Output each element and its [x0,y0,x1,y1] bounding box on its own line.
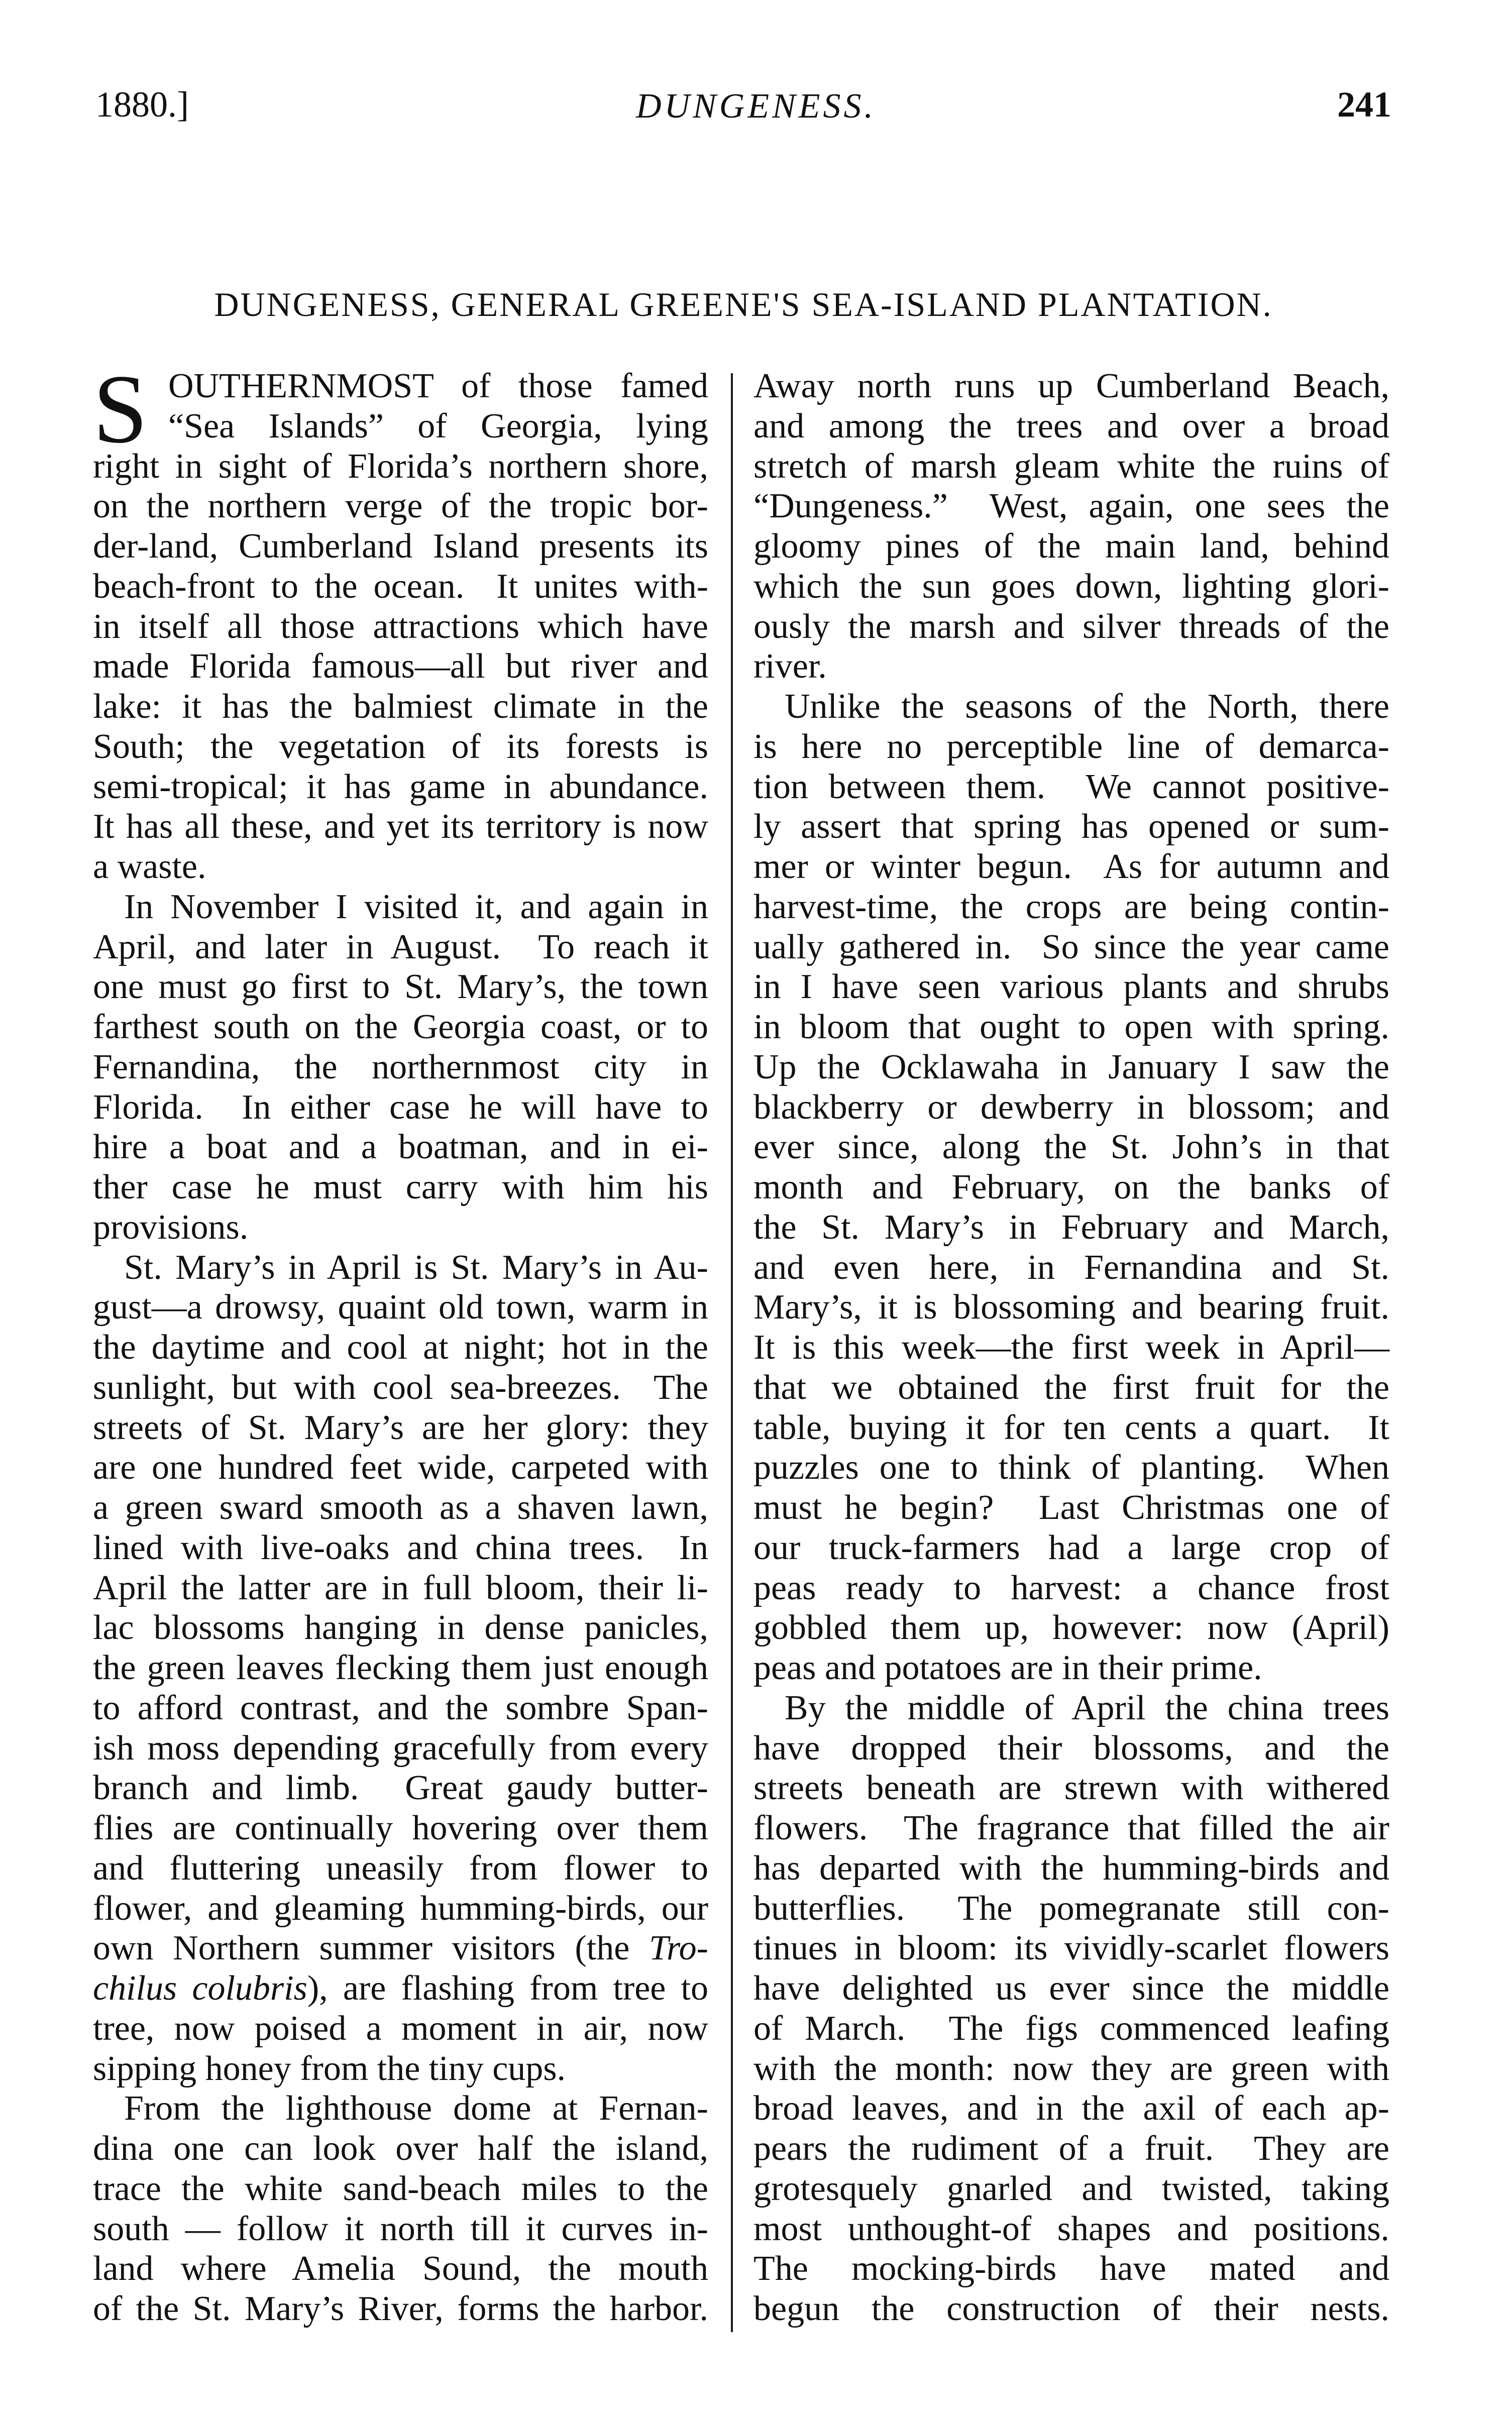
text-line [753,727,1389,767]
text-line-content: the green leaves flecking them just enough [93,1649,708,1687]
text-line-content: of March. The figs commenced leafing [753,2009,1389,2048]
text-line-content: “Dungeness.” West, again, one sees the [753,487,1389,526]
text-line [753,1928,1389,1968]
text-line-content: made Florida famous—all but river and [93,647,708,686]
text-line [93,1328,708,1368]
text-line [93,847,708,887]
text-line-content: begun the construction of their nests. [753,2289,1389,2328]
text-line-content: broad leaves, and in the axil of each ap- [753,2089,1389,2128]
text-line-content: one must go first to St. Mary’s, the town [93,967,708,1007]
text-line-content: the daytime and cool at night; hot in the [93,1328,708,1367]
text-line [93,1808,708,1848]
text-line-content: OUTHERNMOST of those famed [168,367,708,405]
text-line [93,1488,708,1528]
text-line [753,526,1389,567]
text-line-content: mer or winter begun. As for autumn and [753,847,1389,886]
text-line-content: and fluttering uneasily from flower to [93,1848,708,1888]
text-line [753,1768,1389,1808]
text-line [753,1248,1389,1288]
text-line [753,1368,1389,1408]
italic-text: chilus colubris [93,1969,307,2008]
text-line-content: and among the trees and over a broad [753,406,1389,446]
text-line [93,1007,708,1047]
text-line-content: tree, now poised a moment in air, now [93,2009,708,2048]
text-line-content: trace the white sand-beach miles to the [93,2169,708,2208]
text-line [93,2089,708,2129]
text-line [753,1648,1389,1688]
text-line-content: flower, and gleaming humming-birds, our [93,1889,708,1928]
text-line [93,2169,708,2209]
running-head-title: DUNGENESS. [635,87,877,126]
text-line-content: have dropped their blossoms, and the [753,1728,1389,1768]
text-line [753,687,1389,727]
text-line [753,1087,1389,1128]
text-line [93,1167,708,1208]
drop-cap: S [93,355,148,464]
text-line [753,2169,1389,2209]
text-line [753,2209,1389,2249]
text-line [93,1688,708,1728]
text-line-content: river. [753,647,827,686]
text-line-content: peas and potatoes are in their prime. [753,1649,1262,1687]
column-divider [731,373,733,2332]
text-line [753,1968,1389,2009]
text-line [93,2209,708,2249]
text-line [753,486,1389,526]
text-line [93,2129,708,2169]
text-line [753,567,1389,607]
text-line [753,847,1389,887]
text-line-content: a green sward smooth as a shaven lawn, [93,1488,708,1527]
text-line [93,366,708,406]
text-line [93,1608,708,1648]
text-line [753,767,1389,807]
text-line [753,2289,1389,2329]
running-head-date: 1880.] [95,84,189,125]
text-line [93,887,708,927]
text-line [93,447,708,487]
text-line-content: ish moss depending gracefully from every [93,1728,708,1768]
text-line [753,1408,1389,1448]
text-line [753,1688,1389,1728]
text-line-content: with the month: now they are green with [753,2049,1389,2088]
text-line-content: semi-tropical; it has game in abundance. [93,767,708,806]
text-line-content: flowers. The fragrance that filled the air [753,1809,1389,1847]
text-line-content: blackberry or dewberry in blossom; and [753,1087,1389,1127]
text-line [753,1448,1389,1488]
text-line-content: table, buying it for ten cents a quart. It [753,1408,1389,1447]
text-line-content: Fernandina, the northernmost city in [93,1047,708,1086]
text-line-content: the St. Mary’s in February and March, [753,1208,1389,1247]
text-line [93,2009,708,2049]
text-line-content: has departed with the humming-birds and [753,1848,1389,1888]
text-line-content: From the lighthouse dome at Fernan- [124,2089,708,2128]
text-line [753,1608,1389,1648]
right-column [753,366,1389,2329]
text-line-content: of the St. Mary’s River, forms the harbor. [93,2289,708,2328]
left-column [93,355,708,2329]
text-line-content: must he begin? Last Christmas one of [753,1488,1389,1527]
text-line-content: land where Amelia Sound, the mouth [93,2249,708,2288]
text-line [753,406,1389,447]
text-line-content: lac blossoms hanging in dense panicles, [93,1608,708,1648]
text-line-content: April the latter are in full bloom, their li- [93,1568,708,1607]
text-line [93,1087,708,1128]
text-line-content: chilus colubris), are flashing from tree to [93,1969,708,2008]
text-line-content: streets beneath are strewn with withered [753,1769,1389,1808]
text-line-content: The mocking-birds have mated and [753,2249,1389,2288]
text-line-content: dina one can look over half the island, [93,2129,708,2168]
text-line-content: our truck-farmers had a large crop of [753,1528,1389,1567]
text-line [753,1848,1389,1889]
text-line-content: In November I visited it, and again in [124,887,708,926]
text-line-content: provisions. [93,1208,249,1247]
text-line [753,1127,1389,1167]
text-line-content: have delighted us ever since the middle [753,1969,1389,2008]
text-line [753,1328,1389,1368]
text-line-content: By the middle of April the china trees [785,1688,1389,1727]
text-line [753,1287,1389,1328]
text-line-content: that we obtained the first fruit for the [753,1368,1389,1407]
text-line-content: It is this week—the first week in April— [753,1328,1389,1367]
text-line-content: Mary’s, it is blossoming and bearing fruit. [753,1288,1389,1327]
text-line-content: gobbled them up, however: now (April) [753,1608,1389,1648]
text-line-content: beach-front to the ocean. It unites with- [93,567,708,606]
italic-text: Tro- [649,1929,708,1968]
article-title: DUNGENESS, GENERAL GREENE'S SEA-ISLAND PLANTATION. [214,285,1273,323]
text-line-content: tion between them. We cannot positive- [753,767,1389,806]
text-line-content: hire a boat and a boatman, and in ei- [93,1128,708,1167]
text-line [93,1568,708,1608]
text-line-content: right in sight of Florida’s northern shore, [93,447,708,486]
text-line-content: in itself all those attractions which have [93,607,708,646]
text-line [753,607,1389,647]
text-line [93,607,708,647]
text-line [753,2089,1389,2129]
text-line-content: April, and later in August. To reach it [93,927,708,966]
text-line [753,807,1389,847]
text-line-content: most unthought-of shapes and positions. [753,2209,1389,2248]
text-line-content: gloomy pines of the main land, behind [753,527,1389,566]
text-line [93,807,708,847]
text-line [753,646,1389,687]
text-line-content: Florida. In either case he will have to [93,1087,708,1127]
text-line-content: ly assert that spring has opened or sum- [753,807,1389,846]
text-line [93,727,708,767]
text-line [753,1167,1389,1208]
text-line [93,1448,708,1488]
text-line-content: puzzles one to think of planting. When [753,1448,1389,1487]
text-line [93,567,708,607]
text-line-content: own Northern summer visitors (the Tro- [93,1929,708,1968]
text-line-content: stretch of marsh gleam white the ruins of [753,447,1389,486]
page-number: 241 [1337,84,1391,125]
text-line [753,1488,1389,1528]
text-line [753,1889,1389,1929]
text-line-content: ually gathered in. So since the year came [753,927,1389,966]
text-line [753,1568,1389,1608]
text-line-content: Away north runs up Cumberland Beach, [753,367,1389,405]
text-line [93,646,708,687]
text-line [93,1287,708,1328]
text-line [753,366,1389,406]
text-line [93,2249,708,2289]
text-line [93,1768,708,1808]
text-line [753,1047,1389,1087]
text-line [93,1127,708,1167]
text-line [93,406,708,447]
text-line [93,1968,708,2009]
text-line-content: and even here, in Fernandina and St. [753,1248,1389,1287]
text-line [753,887,1389,927]
text-line-content: south — follow it north till it curves in- [93,2209,708,2248]
text-line-content: South; the vegetation of its forests is [93,727,708,766]
text-line-content: month and February, on the banks of [753,1168,1389,1206]
text-line-content: to afford contrast, and the sombre Span- [93,1688,708,1727]
text-line [753,1007,1389,1047]
text-line [93,1889,708,1929]
text-line [93,1928,708,1968]
text-line [753,2009,1389,2049]
text-line [93,526,708,567]
text-line [93,1047,708,1087]
text-line [93,1528,708,1568]
text-line-content: sunlight, but with cool sea-breezes. The [93,1368,708,1407]
text-line-content: ever since, along the St. John’s in that [753,1128,1389,1167]
text-line-content: branch and limb. Great gaudy butter- [93,1769,708,1808]
text-line-content: flies are continually hovering over them [93,1809,708,1847]
text-line-content: which the sun goes down, lighting glori- [753,567,1389,606]
text-line [93,767,708,807]
text-line [93,967,708,1007]
text-line-content: is here no perceptible line of demarca- [753,727,1389,766]
text-line-content: Unlike the seasons of the North, there [785,687,1389,726]
text-line [93,687,708,727]
text-line [753,967,1389,1007]
text-line [93,1248,708,1288]
text-line-content: It has all these, and yet its territory is now [93,807,708,846]
text-line-content: der-land, Cumberland Island presents its [93,527,708,566]
text-line-content: Up the Ocklawaha in January I saw the [753,1047,1389,1086]
text-line-content: pears the rudiment of a fruit. They are [753,2129,1389,2168]
text-line [753,2249,1389,2289]
text-line-content: ther case he must carry with him his [93,1168,708,1206]
text-line-content: gust—a drowsy, quaint old town, warm in [93,1288,708,1327]
text-line [93,486,708,526]
text-line [93,2289,708,2329]
text-line-content: in I have seen various plants and shrubs [753,967,1389,1007]
text-line-content: ously the marsh and silver threads of the [753,607,1389,646]
text-line [753,2129,1389,2169]
text-line [93,1408,708,1448]
text-line-content: lined with live-oaks and china trees. In [93,1528,708,1567]
text-line-content: peas ready to harvest: a chance frost [753,1568,1389,1607]
text-line [93,1208,708,1248]
text-line [93,1368,708,1408]
text-line-content: in bloom that ought to open with spring. [753,1008,1389,1046]
text-line-content: on the northern verge of the tropic bor- [93,487,708,526]
text-line [753,927,1389,967]
text-line [753,447,1389,487]
text-line-content: St. Mary’s in April is St. Mary’s in Au- [124,1248,708,1287]
text-line-content: farthest south on the Georgia coast, or to [93,1008,708,1046]
text-line [753,1528,1389,1568]
text-line [753,1208,1389,1248]
text-line-content: tinues in bloom: its vividly-scarlet flowers [753,1929,1389,1968]
text-line-content: grotesquely gnarled and twisted, taking [753,2169,1389,2208]
text-line-content: harvest-time, the crops are being contin- [753,887,1389,926]
text-line-content: sipping honey from the tiny cups. [93,2049,566,2088]
text-line [753,2049,1389,2089]
text-line [93,2049,708,2089]
text-line [93,1648,708,1688]
text-line-content: are one hundred feet wide, carpeted with [93,1448,708,1487]
text-line [93,1848,708,1889]
text-line-content: butterflies. The pomegranate still con- [753,1889,1389,1928]
text-line [753,1728,1389,1769]
text-line [93,1728,708,1769]
text-line [753,1808,1389,1848]
text-line-content: streets of St. Mary’s are her glory: they [93,1408,708,1447]
text-line-content: lake: it has the balmiest climate in the [93,687,708,726]
text-line [93,927,708,967]
text-line-content: a waste. [93,847,206,886]
text-line-content: “Sea Islands” of Georgia, lying [168,406,708,446]
